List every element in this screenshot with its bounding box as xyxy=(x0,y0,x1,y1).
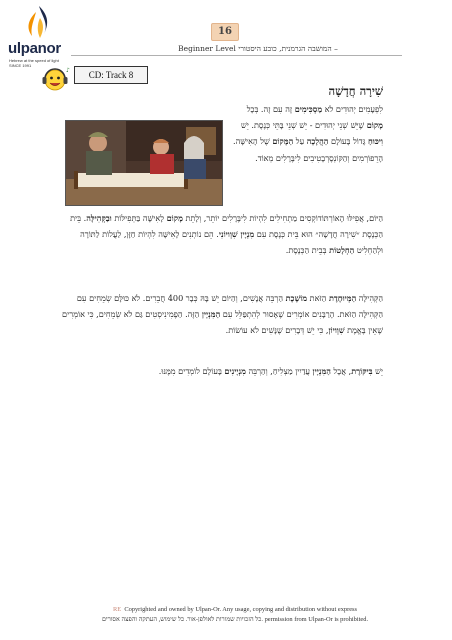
bold-term: הַחְלָטוֹת xyxy=(329,245,355,256)
text-run: , כִּי יֵשׁ דְּבָרִים שֶׁנָּשִׁים לֹא עוֹשׂוֹת. xyxy=(225,325,329,336)
text-run: הַרְבֵּה אֲנָשִׁים, וְהַיּוֹם יֵשׁ בָּהּ כְּבָר 400 חֲבֵרִים. לֹא כּוּלָּם שְׂמֵחִים עִם הַקְּהִילָּה הַזֹּאת. הָרַבָּנִים אוֹמְרִים שֶׁאָסוּר לְהִתְפַּלֵּל עִם xyxy=(76,293,383,320)
text-run: זֶה עִם זֶה. בְּכָל xyxy=(246,104,295,114)
torah-reading-photo xyxy=(65,120,223,206)
text-run: עֲדַיִין מַצְלִיחַ, וְהַרְבֵּה xyxy=(245,366,313,376)
bold-term: שִׁוְויוֹן xyxy=(328,325,345,336)
bold-term: הַמִּנְיָין xyxy=(201,309,221,320)
bold-term: מָקוֹם xyxy=(166,213,183,223)
text-run: הַיּוֹם, אֲפִילּוּ הָאוֹרְתּוֹדוֹקְסִים מַתְחִילִים לִהְיוֹת לִיבֶּרָלִים יוֹתֵר, וְלָתֵת xyxy=(182,213,383,223)
bold-term: מָקוֹם xyxy=(366,120,383,131)
community-paragraph xyxy=(53,290,383,339)
bold-term: וּבַקְּהִילָּה xyxy=(86,213,112,223)
article-title: שִׁירָה חֲדָשָׁה xyxy=(328,84,383,98)
text-run: שֶׁל הָאִישָּׁה. הָרֵפוֹרְמִים וְהַקּוֹנְסֶרְבָטִיבִים לִיבֶּרָלִים מְאוֹד. xyxy=(233,136,383,163)
svg-text:♪: ♪ xyxy=(66,67,70,74)
page-number: 16 xyxy=(211,23,239,41)
header-divider xyxy=(71,55,402,56)
text-run: . הֵם נוֹתְנִים לָאִישָּׁה לִהְיוֹת חַזָּן, לַעֲלוֹת לַתּוֹרָה וּלְהַחְלִיט xyxy=(80,229,383,256)
bold-term: מִנְיָין שִׁוְויוֹנִי xyxy=(218,229,255,240)
text-run: בְּבֵית הַכְּנֶסֶת. xyxy=(285,245,330,256)
text-run: , אֲבָל xyxy=(330,366,352,376)
footer-line-2: כל הזכויות שמורות לאולפן-אור. כל שימוש, העתקה והפצה אסורים. permission from Ulpan-Or is prohibited. xyxy=(101,616,369,623)
text-run: . בֵּית הַכְּנֶסֶת ״שִׁירָה חֲדָשָׁה״ הוּא בֵּית כְּנֶסֶת עִם xyxy=(70,213,383,240)
bold-term: וִיכּוּחַ xyxy=(367,136,383,147)
footer-line-1: Copyrighted and owned by Ulpan-Or. Any usage, copying and distribution without express xyxy=(124,606,358,613)
smiley-headphones-icon xyxy=(40,64,70,94)
text-run: בָּעוֹלָם לוֹמְדִים מִמֶּנּוּ. xyxy=(158,366,225,376)
critique-paragraph xyxy=(53,363,383,379)
intro-paragraph xyxy=(231,101,383,166)
text-run: לִפְעָמִים יְהוּדִים לֹא xyxy=(322,104,383,114)
logo-wordmark: ulpanor xyxy=(8,40,61,57)
logo-tagline: Hebrew at the speed of light SINCE 1991 xyxy=(9,58,59,68)
footer-prefix: RE xyxy=(112,606,122,613)
bold-term: מַסְכִּימִים xyxy=(294,104,323,114)
bold-term: מִנְיָינִים xyxy=(224,366,246,376)
text-run: לָאִישָּׁה בַּתְּפִילּוֹת xyxy=(111,213,167,223)
bold-term: הַמָּקוֹם xyxy=(272,136,294,147)
text-run: שֶׁיֵּשׁ שְׁנֵי יְהוּדִים - יֵשׁ שְׁנֵי בָּתֵּי כְּנֶסֶת. יֵשׁ xyxy=(241,120,367,131)
flame-logo-icon xyxy=(22,4,56,42)
text-run: גָּדוֹל בָּעוֹלָם xyxy=(328,136,368,147)
bold-term: בִּיקּוֹרֶת xyxy=(351,366,373,376)
bold-term: מוֹשֶׁכֶת xyxy=(285,293,308,303)
text-run: יֵשׁ xyxy=(372,366,383,376)
main-paragraph xyxy=(53,210,383,259)
text-run: עַל xyxy=(293,136,307,147)
bold-term: הַמְּיוּחֶדֶת xyxy=(328,293,357,303)
header-level: Beginner Level xyxy=(178,44,236,53)
copyright-footer xyxy=(70,605,400,625)
cd-track-label: CD: Track 8 xyxy=(74,66,148,84)
header-hebrew: המושבה הגרמנית, כובע היסטורי – xyxy=(238,44,338,53)
text-run: הַזֹּאת xyxy=(307,293,329,303)
running-header xyxy=(140,44,376,53)
bold-term: הַמִּנְיָין xyxy=(312,366,331,376)
text-run: הַקְּהִילָּה xyxy=(356,293,383,303)
text-run: הַזֶּה. הַפֶמִינִיסְטִים גַּם לֹא שְׂמֵחִים, כִּי אוֹמְרִים שֶׁאֵין בֶּאֱמֶת xyxy=(62,309,383,336)
bold-term: הַהֲלָכָה xyxy=(306,136,329,147)
